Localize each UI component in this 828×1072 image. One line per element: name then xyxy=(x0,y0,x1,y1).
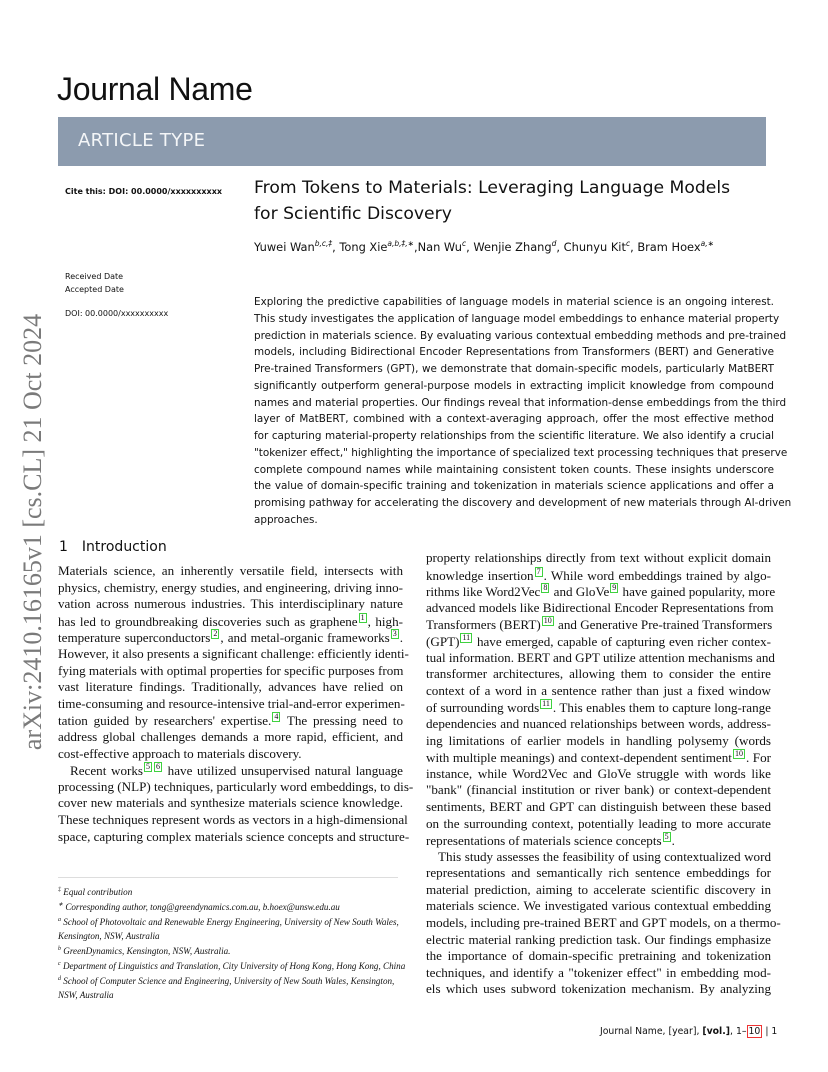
text-run: the importance of domain-specific pretraining and tokenization xyxy=(426,948,771,964)
text-run: material prediction, aiming to accelerate scientific discovery in xyxy=(426,881,771,897)
body-text-line xyxy=(426,948,771,965)
text-run: els which uses subword tokenization mechanism. By analyzing xyxy=(426,981,771,997)
text-run: electric material ranking prediction task. Our findings emphasize xyxy=(426,931,771,947)
body-text-line xyxy=(426,683,771,700)
footnote-mark: ‡ xyxy=(58,887,61,893)
author-name: Bram Hoex xyxy=(637,239,701,254)
text-run: representations of materials science concepts xyxy=(426,833,662,849)
text-run: and Generative Pre-trained Transformers xyxy=(554,617,773,633)
body-text-line xyxy=(58,746,403,763)
text-run: rithms like Word2Vec xyxy=(426,584,541,600)
text-run: have emerged, capable of capturing even richer contex- xyxy=(473,633,771,649)
text-run: has led to groundbreaking discoveries such as graphene xyxy=(58,613,358,629)
text-run: models, including pre-trained BERT and GPT models, on a thermo- xyxy=(426,915,781,931)
citation-link[interactable]: 7 xyxy=(536,566,541,576)
text-run: advanced models like Bidirectional Encoder Representations from xyxy=(426,599,774,615)
title-line: From Tokens to Materials: Leveraging Language Models xyxy=(254,178,731,198)
text-run: The pressing need to xyxy=(281,713,403,729)
footnote xyxy=(58,884,408,899)
citation-link[interactable]: 6 xyxy=(156,762,161,772)
body-text-line xyxy=(426,633,771,650)
accepted-date: Accepted Date xyxy=(65,285,124,294)
body-text-line xyxy=(58,663,403,680)
text-run: fying materials with optimal properties for specific purposes from xyxy=(58,662,404,678)
footnote xyxy=(58,973,408,1001)
footer-volume: [vol.] xyxy=(702,1026,731,1037)
text-run: vation across numerous industries. This interdisciplinary nature xyxy=(58,596,403,612)
body-text-line xyxy=(426,981,771,998)
body-text-line xyxy=(426,965,771,982)
body-text-line xyxy=(58,613,403,630)
text-run: space, capturing complex materials science concepts and structure- xyxy=(58,828,410,844)
section-heading-introduction xyxy=(59,539,167,555)
text-run: representations and semantically rich sentence embeddings for xyxy=(426,865,771,881)
body-text-line xyxy=(426,699,771,716)
citation-link[interactable]: 3 xyxy=(392,629,397,639)
body-text-line xyxy=(58,563,403,580)
footnote xyxy=(58,958,408,973)
text-run: of surrounding words xyxy=(426,700,540,716)
text-run: context of a word in a sentence rather than just a fixed window xyxy=(426,682,771,698)
citation-link[interactable]: 10 xyxy=(734,749,743,759)
body-text-line xyxy=(426,915,781,932)
citation-link[interactable]: 9 xyxy=(612,583,617,593)
abstract-line: complete compound names while maintaining consistent token counts. These insights underscore xyxy=(254,463,774,476)
abstract-line: "tokenizer effect," highlighting the importance of specialized text processing techniques that preserve xyxy=(254,446,788,459)
received-date: Received Date xyxy=(65,272,124,281)
footnote-text: School of Photovoltaic and Renewable Energy Engineering, University of New South Wales, Kensington, NSW, Australia xyxy=(58,917,399,941)
text-run: have gained popularity, more xyxy=(619,584,776,600)
text-run: . xyxy=(671,833,675,849)
text-run: transformer architectures, allowing them to consider the entire xyxy=(426,666,771,682)
arxiv-identifier-stamp[interactable]: arXiv:2410.16165v1 [cs.CL] 21 Oct 2024 xyxy=(18,313,47,751)
body-text-line xyxy=(58,629,403,646)
text-run: . While word embeddings trained by algo- xyxy=(543,567,772,583)
body-text-line xyxy=(426,898,771,915)
body-text-line xyxy=(426,749,771,766)
abstract-line: prediction in materials science. By evaluating various contextual embedding methods and pre-trained xyxy=(254,329,787,342)
body-text-line xyxy=(426,599,774,617)
text-run: with multiple meanings) and context-dependent sentiment xyxy=(426,750,732,766)
text-run: tation guided by researchers' expertise. xyxy=(58,713,272,729)
body-text-line xyxy=(58,762,403,779)
author-affiliation-marks: a,b,‡,∗ xyxy=(387,239,414,248)
abstract-line: names and material properties. Our findings reveal that information-dense embeddings from the third xyxy=(254,396,787,409)
abstract-line: for capturing material-property relationships from the scientific literature. We also identify a crucial xyxy=(254,430,774,442)
body-text-line xyxy=(58,696,403,713)
body-text-line xyxy=(58,712,403,729)
text-run: cost-effective approach to materials discovery. xyxy=(58,745,302,761)
text-run: . For xyxy=(745,750,771,766)
text-run: cover new materials and synthesize materials science knowledge. xyxy=(58,795,403,811)
body-text-line xyxy=(58,778,414,796)
footnote xyxy=(58,899,408,914)
author-affiliation-marks: b,c,‡ xyxy=(314,239,333,248)
text-run: dependencies and nuanced relationships between words, address- xyxy=(426,715,771,731)
footnote-mark: a xyxy=(58,917,61,924)
text-run: This study assesses the feasibility of using contextualized word xyxy=(438,848,771,864)
abstract-line: Exploring the predictive capabilities of language models in material science is an ongoing interest. xyxy=(254,296,774,308)
text-run: address global challenges demands a more rapid, efficient, and xyxy=(58,728,403,744)
body-text-line xyxy=(426,882,771,899)
body-text-line xyxy=(58,828,410,846)
body-text-line xyxy=(58,596,403,613)
body-text-line xyxy=(426,816,771,833)
author-name: Tong Xie xyxy=(339,239,388,254)
footnote-text: Equal contribution xyxy=(63,887,133,898)
text-run: , and metal-organic frameworks xyxy=(220,630,390,646)
page-footer xyxy=(600,1026,777,1037)
body-text-line xyxy=(426,616,771,633)
abstract-line: promising pathway for accelerating the discovery and development of new materials through AI-driven xyxy=(254,497,792,509)
citation-link[interactable]: 8 xyxy=(543,583,548,593)
article-type-label: ARTICLE TYPE xyxy=(78,130,206,151)
citation-link[interactable]: 5 xyxy=(664,832,669,842)
journal-name: Journal Name xyxy=(57,71,253,107)
body-text-line xyxy=(58,679,403,696)
text-run: property relationships directly from text without explicit domain xyxy=(426,550,771,565)
author-name: Wenjie Zhang xyxy=(473,239,552,254)
body-text-line xyxy=(426,716,771,733)
article-type-banner xyxy=(58,117,766,166)
text-run: time-consuming and resource-intensive trial-and-error experimen- xyxy=(58,695,405,711)
title-line: for Scientific Discovery xyxy=(254,204,452,224)
body-text-line xyxy=(426,583,776,600)
text-run: have utilized unsupervised natural language xyxy=(163,763,403,779)
body-text-line xyxy=(426,666,771,683)
body-text-line xyxy=(58,580,403,597)
footer-journal: Journal Name, [year], xyxy=(600,1026,703,1037)
text-run: sentiments, BERT and GPT can distinguish between these based xyxy=(426,798,771,814)
abstract-line: This study investigates the application of language model embeddings to enhance material property xyxy=(254,312,780,325)
author-separator: , xyxy=(556,239,564,254)
text-run: processing (NLP) techniques, particularly word embeddings, to dis- xyxy=(58,778,414,794)
abstract-line: layer of MatBERT, combined with a context-averaging approach, offer the most effective method xyxy=(254,413,774,426)
text-run: . This enables them to capture long-range xyxy=(552,700,771,716)
body-text-line xyxy=(426,567,771,584)
text-run: techniques, and identify a "tokenizer effect" in embedding mod- xyxy=(426,964,771,980)
text-run: ing limitations of earlier models in handling polysemy (words xyxy=(426,732,771,748)
body-text-line xyxy=(426,649,775,667)
text-run: vast literature findings. Traditionally, advances have relied on xyxy=(58,679,403,695)
body-text-line xyxy=(58,795,403,812)
author-name: Yuwei Wan xyxy=(254,239,315,254)
text-run: , high- xyxy=(367,613,404,629)
body-text-line xyxy=(58,729,403,746)
abstract-line: approaches. xyxy=(254,513,318,526)
body-text-line xyxy=(426,733,771,750)
abstract-line: significantly outperform general-purpose models in extracting implicit knowledge from compound xyxy=(254,379,774,392)
footnote-mark: ∗ xyxy=(58,902,64,909)
text-run: temperature superconductors xyxy=(58,630,211,646)
author-separator: , xyxy=(332,239,340,254)
text-run: physics, chemistry, energy studies, and engineering, driving inno- xyxy=(58,579,403,595)
text-run: instance, while Word2Vec and GloVe struggle with words like xyxy=(426,765,771,781)
body-column-left xyxy=(58,563,414,845)
author-name: Nan Wu xyxy=(417,239,463,254)
footnote-text: GreenDynamics, Kensington, NSW, Australia. xyxy=(63,945,231,956)
text-run: However, it also presents a significant challenge: efficiently identi- xyxy=(58,645,409,661)
last-page-link[interactable]: 10 xyxy=(748,1026,761,1037)
footnote-text: Department of Linguistics and Translation, City University of Hong Kong, Hong Kong, China xyxy=(62,961,406,972)
footnote-mark: d xyxy=(58,976,61,983)
text-run: on the surrounding context, potentially leading to more accurate xyxy=(426,815,771,831)
footnote-divider xyxy=(58,877,398,878)
author-affiliation-marks: d xyxy=(551,239,557,248)
abstract-line: the value of domain-specific training and tokenization in materials science applications and offer a xyxy=(254,480,774,493)
footnote-mark: b xyxy=(58,945,61,952)
body-text-line xyxy=(426,832,771,849)
text-run: (GPT) xyxy=(426,633,460,649)
footnote-mark: c xyxy=(58,961,61,968)
body-text-line xyxy=(426,550,771,567)
author-affiliation-marks: c xyxy=(625,239,631,248)
body-text-line xyxy=(58,811,408,829)
citation-link[interactable]: 4 xyxy=(274,712,279,722)
footer-pages-prefix: , 1– xyxy=(730,1026,747,1037)
footnote-text: School of Computer Science and Engineering, University of New South Wales, Kensington, NSW, Australia xyxy=(58,976,395,1000)
text-run: tual information. BERT and GPT utilize attention mechanisms and xyxy=(426,649,775,665)
cite-this-doi: Cite this: DOI: 00.0000/xxxxxxxxxx xyxy=(65,187,223,196)
text-run: "bank" (financial institution or river bank) or context-dependent xyxy=(426,782,771,798)
text-run: Materials science, an inherently versatile field, intersects with xyxy=(58,563,403,578)
author-list xyxy=(254,239,774,254)
footnote xyxy=(58,914,408,942)
text-run: Transformers (BERT) xyxy=(426,617,541,633)
author-separator: , xyxy=(466,239,474,254)
footnote xyxy=(58,943,408,958)
text-run: Recent works xyxy=(70,763,144,779)
citation-link[interactable]: 11 xyxy=(462,632,471,642)
body-text-line xyxy=(426,766,771,783)
author-affiliation-marks: a,∗ xyxy=(700,239,714,248)
affiliation-footnotes xyxy=(58,884,408,1002)
citation-link[interactable]: 1 xyxy=(360,612,365,622)
footnote-text: Corresponding author, tong@greendynamics.com.au, b.hoex@unsw.edu.au xyxy=(65,902,340,913)
citation-link[interactable]: 2 xyxy=(213,629,218,639)
body-column-right xyxy=(426,550,781,998)
text-run: and GloVe xyxy=(550,584,610,600)
author-separator: , xyxy=(630,239,638,254)
abstract xyxy=(254,294,792,529)
body-text-line xyxy=(426,849,771,866)
section-number: 1 xyxy=(59,539,68,555)
text-run: . xyxy=(399,630,403,646)
page-number: 1 xyxy=(771,1026,778,1037)
body-text-line xyxy=(426,865,771,882)
author-separator: , xyxy=(413,239,418,254)
body-text-line xyxy=(58,645,409,663)
footer-separator: | xyxy=(762,1026,772,1037)
body-text-line xyxy=(426,932,771,949)
author-name: Chunyu Kit xyxy=(563,239,626,254)
paper-title xyxy=(254,175,774,227)
text-run: materials science. We investigated various contextual embedding xyxy=(426,898,771,914)
abstract-line: models, including Bidirectional Encoder Representations from Transformers (BERT) and Generative xyxy=(254,346,774,359)
citation-link[interactable]: 5 xyxy=(146,762,151,772)
text-run: knowledge insertion xyxy=(426,567,534,583)
citation-link[interactable]: 10 xyxy=(543,616,552,626)
doi-link[interactable]: DOI: 00.0000/xxxxxxxxxx xyxy=(65,309,169,318)
author-affiliation-marks: c xyxy=(462,239,467,248)
body-text-line xyxy=(426,799,771,816)
citation-link[interactable]: 11 xyxy=(542,699,550,709)
body-text-line xyxy=(426,782,771,799)
text-run: These techniques represent words as vectors in a high-dimensional xyxy=(58,811,408,827)
abstract-line: Pre-trained Transformers (GPT), we demonstrate that domain-specific models, particularly MatBERT xyxy=(254,363,774,375)
section-title: Introduction xyxy=(81,539,167,555)
